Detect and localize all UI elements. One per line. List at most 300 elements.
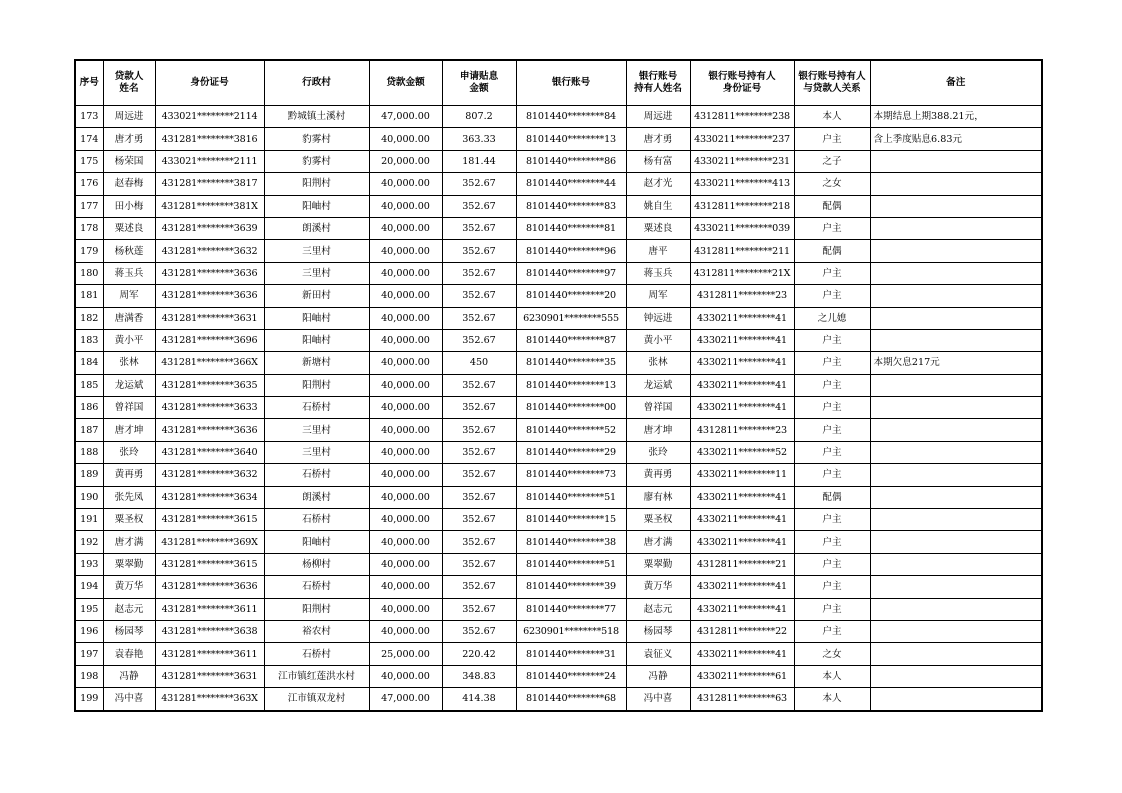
cell-seq: 179 xyxy=(75,240,103,262)
cell-bank-account: 8101440********86 xyxy=(516,150,626,172)
cell-loan-amount: 40,000.00 xyxy=(369,553,442,575)
cell-borrower-name: 黄再勇 xyxy=(103,464,155,486)
cell-id-number: 431281********3635 xyxy=(155,374,264,396)
cell-account-holder-id: 4330211********61 xyxy=(690,665,794,687)
cell-seq: 173 xyxy=(75,106,103,128)
cell-account-holder-name: 钟远进 xyxy=(626,307,690,329)
cell-remark: 本期欠息217元 xyxy=(870,352,1042,374)
cell-account-holder-name: 张玲 xyxy=(626,441,690,463)
cell-village: 新塘村 xyxy=(264,352,369,374)
cell-id-number: 431281********363X xyxy=(155,688,264,711)
cell-account-holder-id: 4312811********63 xyxy=(690,688,794,711)
cell-borrower-name: 杨秋莲 xyxy=(103,240,155,262)
cell-account-holder-id: 4330211********231 xyxy=(690,150,794,172)
cell-id-number: 431281********3636 xyxy=(155,262,264,284)
cell-account-holder-id: 4312811********211 xyxy=(690,240,794,262)
cell-village: 阳岫村 xyxy=(264,307,369,329)
cell-account-holder-name: 姚自生 xyxy=(626,195,690,217)
cell-bank-account: 8101440********52 xyxy=(516,419,626,441)
cell-subsidy-amount: 352.67 xyxy=(442,531,516,553)
cell-relationship: 之女 xyxy=(794,643,870,665)
cell-remark xyxy=(870,665,1042,687)
cell-relationship: 户主 xyxy=(794,352,870,374)
cell-account-holder-name: 周军 xyxy=(626,285,690,307)
cell-loan-amount: 47,000.00 xyxy=(369,106,442,128)
cell-borrower-name: 张先凤 xyxy=(103,486,155,508)
cell-loan-amount: 40,000.00 xyxy=(369,307,442,329)
cell-remark xyxy=(870,150,1042,172)
cell-account-holder-name: 黄再勇 xyxy=(626,464,690,486)
table-row xyxy=(75,620,1042,642)
cell-loan-amount: 40,000.00 xyxy=(369,397,442,419)
cell-bank-account: 8101440********39 xyxy=(516,576,626,598)
cell-relationship: 本人 xyxy=(794,665,870,687)
cell-bank-account: 8101440********97 xyxy=(516,262,626,284)
cell-relationship: 之女 xyxy=(794,173,870,195)
cell-relationship: 户主 xyxy=(794,397,870,419)
cell-borrower-name: 蒋玉兵 xyxy=(103,262,155,284)
cell-village: 阳荆村 xyxy=(264,598,369,620)
cell-borrower-name: 龙运斌 xyxy=(103,374,155,396)
cell-subsidy-amount: 348.83 xyxy=(442,665,516,687)
cell-village: 石桥村 xyxy=(264,464,369,486)
cell-bank-account: 8101440********38 xyxy=(516,531,626,553)
cell-seq: 185 xyxy=(75,374,103,396)
cell-relationship: 本人 xyxy=(794,688,870,711)
cell-subsidy-amount: 352.67 xyxy=(442,217,516,239)
table-row xyxy=(75,128,1042,150)
cell-account-holder-id: 4330211********41 xyxy=(690,374,794,396)
cell-borrower-name: 袁春艳 xyxy=(103,643,155,665)
cell-account-holder-name: 赵才光 xyxy=(626,173,690,195)
table-row xyxy=(75,576,1042,598)
cell-borrower-name: 张玲 xyxy=(103,441,155,463)
cell-remark xyxy=(870,240,1042,262)
cell-relationship: 户主 xyxy=(794,620,870,642)
cell-id-number: 431281********3634 xyxy=(155,486,264,508)
cell-seq: 196 xyxy=(75,620,103,642)
cell-loan-amount: 40,000.00 xyxy=(369,217,442,239)
cell-id-number: 431281********381X xyxy=(155,195,264,217)
loan-subsidy-table xyxy=(74,59,1043,712)
cell-id-number: 431281********3817 xyxy=(155,173,264,195)
table-row xyxy=(75,419,1042,441)
cell-village: 新田村 xyxy=(264,285,369,307)
table-row xyxy=(75,665,1042,687)
cell-subsidy-amount: 220.42 xyxy=(442,643,516,665)
cell-remark xyxy=(870,195,1042,217)
cell-relationship: 本人 xyxy=(794,106,870,128)
cell-village: 三里村 xyxy=(264,262,369,284)
cell-loan-amount: 40,000.00 xyxy=(369,665,442,687)
cell-subsidy-amount: 352.67 xyxy=(442,240,516,262)
cell-id-number: 431281********3636 xyxy=(155,419,264,441)
cell-remark xyxy=(870,620,1042,642)
table-row xyxy=(75,643,1042,665)
cell-id-number: 431281********3633 xyxy=(155,397,264,419)
header-village: 行政村 xyxy=(264,60,369,106)
cell-seq: 189 xyxy=(75,464,103,486)
cell-remark xyxy=(870,553,1042,575)
cell-loan-amount: 40,000.00 xyxy=(369,576,442,598)
header-borrower-name: 贷款人 姓名 xyxy=(103,60,155,106)
cell-id-number: 431281********3636 xyxy=(155,576,264,598)
cell-relationship: 户主 xyxy=(794,262,870,284)
cell-borrower-name: 周远进 xyxy=(103,106,155,128)
cell-seq: 194 xyxy=(75,576,103,598)
cell-account-holder-name: 周远进 xyxy=(626,106,690,128)
cell-borrower-name: 唐满香 xyxy=(103,307,155,329)
cell-id-number: 431281********3611 xyxy=(155,598,264,620)
table-row xyxy=(75,531,1042,553)
cell-relationship: 配偶 xyxy=(794,486,870,508)
cell-subsidy-amount: 807.2 xyxy=(442,106,516,128)
cell-seq: 195 xyxy=(75,598,103,620)
cell-relationship: 户主 xyxy=(794,329,870,351)
cell-remark xyxy=(870,397,1042,419)
cell-loan-amount: 40,000.00 xyxy=(369,329,442,351)
cell-borrower-name: 唐才勇 xyxy=(103,128,155,150)
cell-loan-amount: 20,000.00 xyxy=(369,150,442,172)
cell-village: 杨柳村 xyxy=(264,553,369,575)
cell-village: 阳岫村 xyxy=(264,195,369,217)
cell-village: 石桥村 xyxy=(264,576,369,598)
cell-account-holder-name: 杨园琴 xyxy=(626,620,690,642)
cell-relationship: 户主 xyxy=(794,217,870,239)
cell-bank-account: 6230901********518 xyxy=(516,620,626,642)
cell-remark xyxy=(870,531,1042,553)
cell-subsidy-amount: 352.67 xyxy=(442,576,516,598)
cell-loan-amount: 25,000.00 xyxy=(369,643,442,665)
cell-subsidy-amount: 352.67 xyxy=(442,307,516,329)
cell-subsidy-amount: 352.67 xyxy=(442,464,516,486)
cell-relationship: 之儿媳 xyxy=(794,307,870,329)
cell-account-holder-name: 赵志元 xyxy=(626,598,690,620)
cell-remark xyxy=(870,217,1042,239)
cell-loan-amount: 40,000.00 xyxy=(369,240,442,262)
cell-relationship: 户主 xyxy=(794,598,870,620)
cell-relationship: 户主 xyxy=(794,441,870,463)
cell-seq: 177 xyxy=(75,195,103,217)
cell-account-holder-name: 唐才满 xyxy=(626,531,690,553)
cell-bank-account: 8101440********15 xyxy=(516,509,626,531)
cell-bank-account: 8101440********87 xyxy=(516,329,626,351)
cell-relationship: 户主 xyxy=(794,128,870,150)
table-row xyxy=(75,464,1042,486)
cell-remark xyxy=(870,285,1042,307)
cell-remark xyxy=(870,576,1042,598)
cell-village: 阳岫村 xyxy=(264,531,369,553)
cell-seq: 188 xyxy=(75,441,103,463)
cell-loan-amount: 40,000.00 xyxy=(369,598,442,620)
cell-relationship: 户主 xyxy=(794,509,870,531)
cell-account-holder-name: 粟翠勤 xyxy=(626,553,690,575)
cell-borrower-name: 冯中喜 xyxy=(103,688,155,711)
cell-account-holder-id: 4330211********039 xyxy=(690,217,794,239)
cell-seq: 178 xyxy=(75,217,103,239)
cell-account-holder-id: 4330211********41 xyxy=(690,307,794,329)
cell-loan-amount: 40,000.00 xyxy=(369,285,442,307)
cell-account-holder-id: 4330211********41 xyxy=(690,397,794,419)
table-row xyxy=(75,486,1042,508)
cell-remark: 本期结息上期388.21元， xyxy=(870,106,1042,128)
table-row xyxy=(75,240,1042,262)
cell-bank-account: 8101440********29 xyxy=(516,441,626,463)
cell-account-holder-id: 4330211********11 xyxy=(690,464,794,486)
cell-id-number: 433021********2114 xyxy=(155,106,264,128)
cell-account-holder-id: 4330211********41 xyxy=(690,509,794,531)
header-row xyxy=(75,60,1042,106)
cell-remark xyxy=(870,173,1042,195)
cell-relationship: 户主 xyxy=(794,531,870,553)
cell-account-holder-id: 4312811********218 xyxy=(690,195,794,217)
cell-village: 朗溪村 xyxy=(264,217,369,239)
cell-account-holder-name: 龙运斌 xyxy=(626,374,690,396)
cell-loan-amount: 40,000.00 xyxy=(369,195,442,217)
cell-borrower-name: 黄小平 xyxy=(103,329,155,351)
cell-account-holder-id: 4330211********41 xyxy=(690,329,794,351)
cell-loan-amount: 40,000.00 xyxy=(369,419,442,441)
header-remarks: 备注 xyxy=(870,60,1042,106)
cell-subsidy-amount: 181.44 xyxy=(442,150,516,172)
cell-seq: 199 xyxy=(75,688,103,711)
cell-remark xyxy=(870,643,1042,665)
cell-account-holder-id: 4330211********413 xyxy=(690,173,794,195)
cell-seq: 182 xyxy=(75,307,103,329)
cell-bank-account: 8101440********31 xyxy=(516,643,626,665)
table-row xyxy=(75,352,1042,374)
cell-borrower-name: 杨荣国 xyxy=(103,150,155,172)
cell-account-holder-id: 4312811********21X xyxy=(690,262,794,284)
cell-id-number: 431281********3632 xyxy=(155,464,264,486)
cell-account-holder-id: 4330211********41 xyxy=(690,352,794,374)
cell-account-holder-id: 4312811********238 xyxy=(690,106,794,128)
table-row xyxy=(75,106,1042,128)
cell-remark xyxy=(870,486,1042,508)
table-row xyxy=(75,262,1042,284)
cell-borrower-name: 张林 xyxy=(103,352,155,374)
cell-bank-account: 8101440********84 xyxy=(516,106,626,128)
table-row xyxy=(75,553,1042,575)
cell-account-holder-name: 袁征义 xyxy=(626,643,690,665)
cell-id-number: 431281********3615 xyxy=(155,509,264,531)
cell-account-holder-name: 粟圣权 xyxy=(626,509,690,531)
cell-bank-account: 8101440********51 xyxy=(516,486,626,508)
cell-village: 三里村 xyxy=(264,419,369,441)
cell-borrower-name: 赵志元 xyxy=(103,598,155,620)
cell-account-holder-name: 冯静 xyxy=(626,665,690,687)
cell-relationship: 户主 xyxy=(794,285,870,307)
cell-id-number: 431281********3640 xyxy=(155,441,264,463)
cell-village: 裕农村 xyxy=(264,620,369,642)
cell-bank-account: 8101440********13 xyxy=(516,128,626,150)
header-seq: 序号 xyxy=(75,60,103,106)
cell-remark xyxy=(870,688,1042,711)
cell-remark xyxy=(870,307,1042,329)
table-row xyxy=(75,441,1042,463)
cell-seq: 186 xyxy=(75,397,103,419)
cell-village: 阳岫村 xyxy=(264,329,369,351)
header-relationship: 银行账号持有人 与贷款人关系 xyxy=(794,60,870,106)
cell-relationship: 户主 xyxy=(794,553,870,575)
cell-account-holder-id: 4330211********41 xyxy=(690,531,794,553)
cell-account-holder-name: 唐才坤 xyxy=(626,419,690,441)
cell-account-holder-id: 4330211********41 xyxy=(690,598,794,620)
cell-subsidy-amount: 414.38 xyxy=(442,688,516,711)
cell-borrower-name: 周军 xyxy=(103,285,155,307)
cell-id-number: 431281********3696 xyxy=(155,329,264,351)
cell-bank-account: 8101440********00 xyxy=(516,397,626,419)
cell-seq: 198 xyxy=(75,665,103,687)
cell-loan-amount: 40,000.00 xyxy=(369,486,442,508)
table-row xyxy=(75,195,1042,217)
cell-subsidy-amount: 352.67 xyxy=(442,374,516,396)
header-subsidy-amount: 申请贴息 金额 xyxy=(442,60,516,106)
cell-account-holder-name: 张林 xyxy=(626,352,690,374)
cell-account-holder-id: 4330211********237 xyxy=(690,128,794,150)
cell-bank-account: 8101440********44 xyxy=(516,173,626,195)
cell-seq: 197 xyxy=(75,643,103,665)
table-row xyxy=(75,509,1042,531)
table-row xyxy=(75,285,1042,307)
cell-account-holder-id: 4330211********41 xyxy=(690,643,794,665)
header-loan-amount: 贷款金额 xyxy=(369,60,442,106)
table-row xyxy=(75,329,1042,351)
cell-id-number: 431281********3632 xyxy=(155,240,264,262)
cell-bank-account: 8101440********77 xyxy=(516,598,626,620)
cell-loan-amount: 40,000.00 xyxy=(369,262,442,284)
cell-bank-account: 6230901********555 xyxy=(516,307,626,329)
cell-subsidy-amount: 352.67 xyxy=(442,329,516,351)
cell-subsidy-amount: 352.67 xyxy=(442,173,516,195)
cell-borrower-name: 黄万华 xyxy=(103,576,155,598)
cell-account-holder-name: 黄万华 xyxy=(626,576,690,598)
cell-id-number: 431281********366X xyxy=(155,352,264,374)
cell-seq: 187 xyxy=(75,419,103,441)
cell-account-holder-name: 粟述良 xyxy=(626,217,690,239)
cell-bank-account: 8101440********51 xyxy=(516,553,626,575)
cell-subsidy-amount: 352.67 xyxy=(442,195,516,217)
cell-account-holder-id: 4312811********21 xyxy=(690,553,794,575)
cell-id-number: 431281********3615 xyxy=(155,553,264,575)
cell-account-holder-id: 4330211********41 xyxy=(690,576,794,598)
cell-seq: 183 xyxy=(75,329,103,351)
cell-subsidy-amount: 352.67 xyxy=(442,486,516,508)
cell-seq: 193 xyxy=(75,553,103,575)
table-row xyxy=(75,688,1042,711)
cell-remark xyxy=(870,441,1042,463)
cell-subsidy-amount: 352.67 xyxy=(442,285,516,307)
cell-relationship: 户主 xyxy=(794,419,870,441)
cell-borrower-name: 曾祥国 xyxy=(103,397,155,419)
cell-borrower-name: 唐才满 xyxy=(103,531,155,553)
cell-subsidy-amount: 352.67 xyxy=(442,598,516,620)
table-row xyxy=(75,374,1042,396)
cell-id-number: 431281********3636 xyxy=(155,285,264,307)
cell-relationship: 户主 xyxy=(794,464,870,486)
cell-id-number: 431281********3611 xyxy=(155,643,264,665)
cell-seq: 190 xyxy=(75,486,103,508)
cell-bank-account: 8101440********81 xyxy=(516,217,626,239)
header-account-holder-name: 银行账号 持有人姓名 xyxy=(626,60,690,106)
cell-subsidy-amount: 352.67 xyxy=(442,509,516,531)
cell-seq: 180 xyxy=(75,262,103,284)
cell-bank-account: 8101440********35 xyxy=(516,352,626,374)
table-row xyxy=(75,307,1042,329)
cell-borrower-name: 冯静 xyxy=(103,665,155,687)
header-id-number: 身份证号 xyxy=(155,60,264,106)
cell-borrower-name: 唐才坤 xyxy=(103,419,155,441)
cell-loan-amount: 47,000.00 xyxy=(369,688,442,711)
cell-loan-amount: 40,000.00 xyxy=(369,441,442,463)
cell-bank-account: 8101440********83 xyxy=(516,195,626,217)
cell-loan-amount: 40,000.00 xyxy=(369,352,442,374)
cell-remark xyxy=(870,262,1042,284)
table-row xyxy=(75,173,1042,195)
cell-account-holder-name: 唐平 xyxy=(626,240,690,262)
cell-account-holder-id: 4312811********23 xyxy=(690,285,794,307)
cell-seq: 184 xyxy=(75,352,103,374)
cell-id-number: 431281********3639 xyxy=(155,217,264,239)
cell-account-holder-name: 冯中喜 xyxy=(626,688,690,711)
cell-account-holder-id: 4312811********22 xyxy=(690,620,794,642)
cell-remark xyxy=(870,329,1042,351)
cell-village: 石桥村 xyxy=(264,397,369,419)
cell-bank-account: 8101440********68 xyxy=(516,688,626,711)
cell-bank-account: 8101440********13 xyxy=(516,374,626,396)
cell-borrower-name: 赵春梅 xyxy=(103,173,155,195)
cell-loan-amount: 40,000.00 xyxy=(369,128,442,150)
cell-village: 石桥村 xyxy=(264,643,369,665)
cell-account-holder-name: 廖有林 xyxy=(626,486,690,508)
cell-borrower-name: 粟翠勤 xyxy=(103,553,155,575)
cell-borrower-name: 粟圣权 xyxy=(103,509,155,531)
cell-remark: 含上季度贴息6.83元 xyxy=(870,128,1042,150)
cell-id-number: 431281********3638 xyxy=(155,620,264,642)
cell-account-holder-name: 蒋玉兵 xyxy=(626,262,690,284)
cell-village: 石桥村 xyxy=(264,509,369,531)
cell-loan-amount: 40,000.00 xyxy=(369,173,442,195)
cell-account-holder-name: 唐才勇 xyxy=(626,128,690,150)
cell-village: 江市镇双龙村 xyxy=(264,688,369,711)
cell-id-number: 431281********369X xyxy=(155,531,264,553)
cell-loan-amount: 40,000.00 xyxy=(369,374,442,396)
cell-account-holder-name: 黄小平 xyxy=(626,329,690,351)
cell-account-holder-id: 4312811********23 xyxy=(690,419,794,441)
cell-bank-account: 8101440********96 xyxy=(516,240,626,262)
cell-account-holder-id: 4330211********52 xyxy=(690,441,794,463)
cell-village: 三里村 xyxy=(264,441,369,463)
cell-loan-amount: 40,000.00 xyxy=(369,464,442,486)
table-body xyxy=(75,106,1042,711)
cell-loan-amount: 40,000.00 xyxy=(369,509,442,531)
cell-village: 豹雾村 xyxy=(264,150,369,172)
cell-remark xyxy=(870,464,1042,486)
cell-village: 阳荆村 xyxy=(264,374,369,396)
cell-seq: 191 xyxy=(75,509,103,531)
cell-remark xyxy=(870,419,1042,441)
cell-account-holder-id: 4330211********41 xyxy=(690,486,794,508)
cell-borrower-name: 杨园琴 xyxy=(103,620,155,642)
cell-subsidy-amount: 363.33 xyxy=(442,128,516,150)
cell-seq: 176 xyxy=(75,173,103,195)
cell-bank-account: 8101440********73 xyxy=(516,464,626,486)
cell-id-number: 431281********3631 xyxy=(155,665,264,687)
cell-subsidy-amount: 352.67 xyxy=(442,419,516,441)
cell-subsidy-amount: 352.67 xyxy=(442,262,516,284)
cell-remark xyxy=(870,374,1042,396)
table-row xyxy=(75,150,1042,172)
